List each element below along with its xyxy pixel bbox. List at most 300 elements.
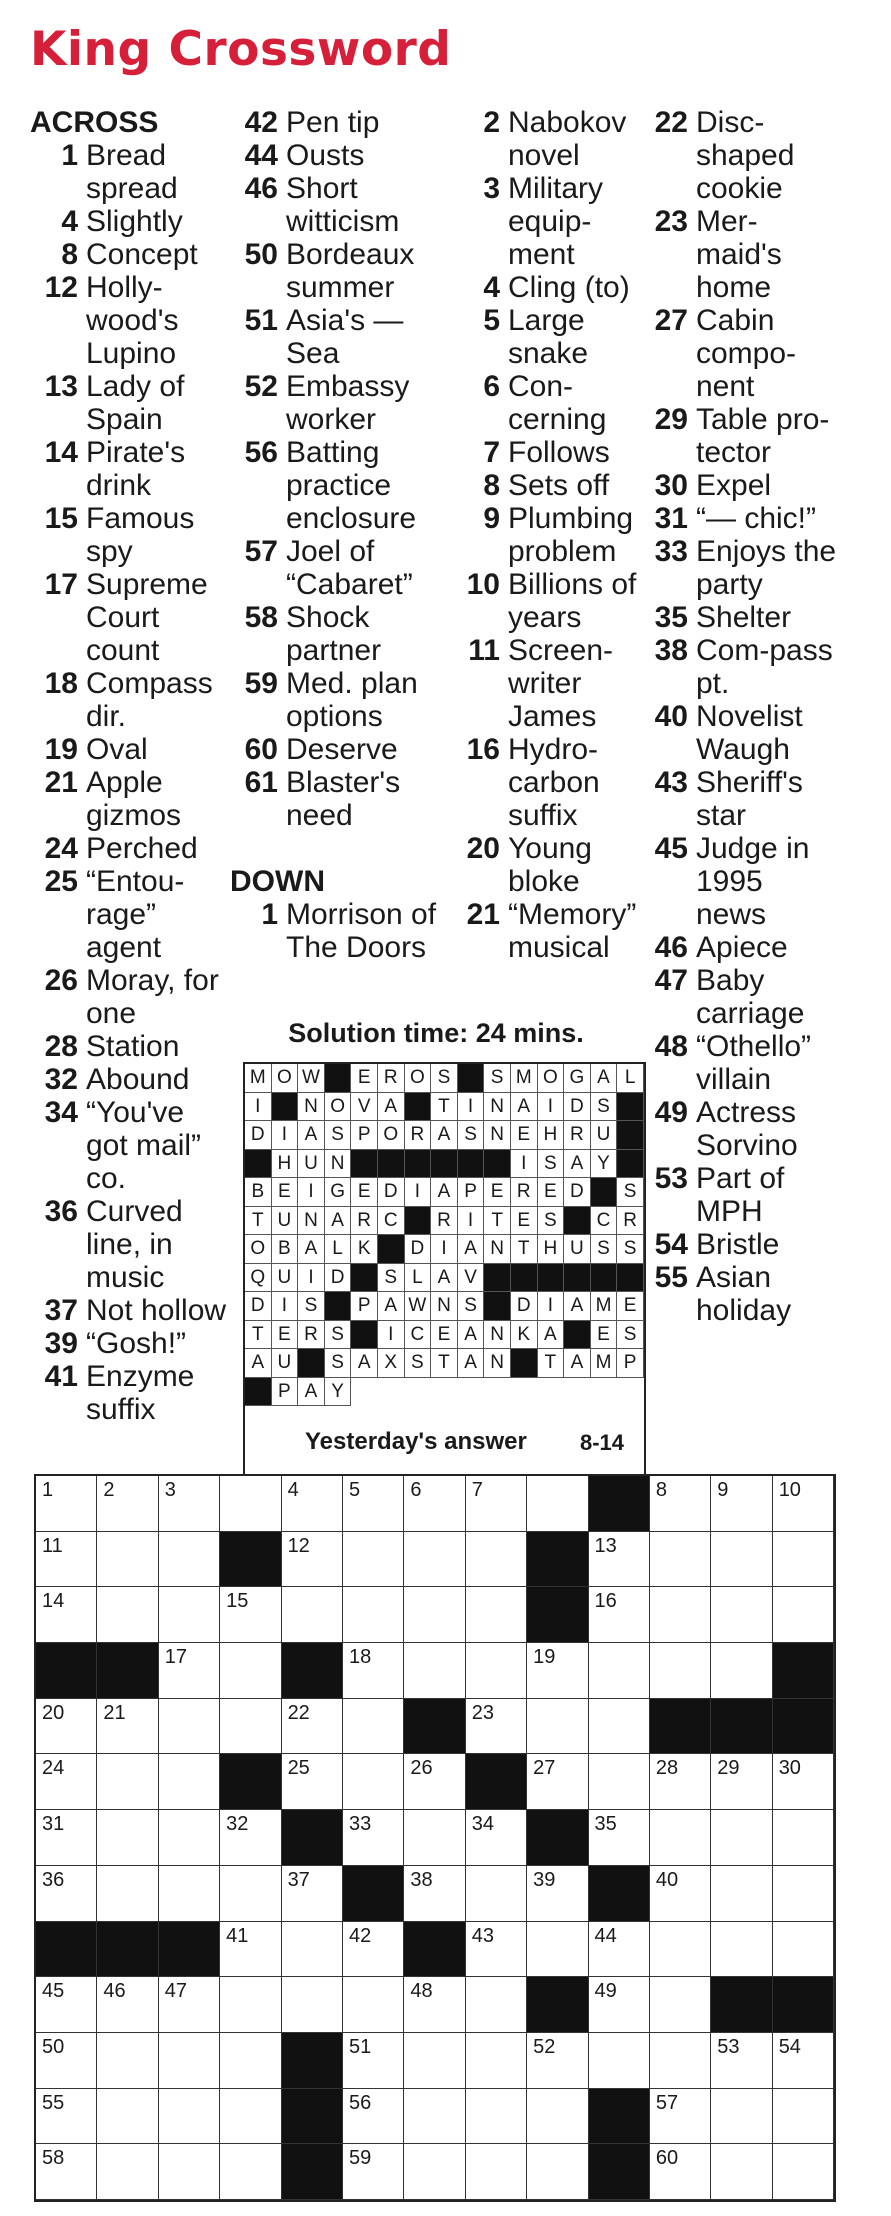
grid-cell[interactable]: [343, 1643, 404, 1699]
answer-black-cell: [405, 1207, 432, 1236]
clue-text: Com-pass pt.: [696, 634, 833, 700]
answer-cell: A: [325, 1207, 352, 1236]
answer-black-cell: [591, 1178, 618, 1207]
answer-cell: I: [272, 1292, 299, 1321]
grid-cell[interactable]: [159, 1476, 220, 1532]
answer-cell: R: [378, 1064, 405, 1093]
grid-cell[interactable]: [36, 1476, 97, 1532]
clue-item: [640, 469, 840, 502]
grid-cell[interactable]: [773, 1476, 834, 1532]
grid-cell[interactable]: [97, 2144, 158, 2200]
grid-cell[interactable]: [343, 2033, 404, 2089]
grid-cell[interactable]: [404, 1810, 465, 1866]
clue-item: [30, 1294, 230, 1327]
grid-cell[interactable]: [466, 1977, 527, 2033]
grid-cell[interactable]: [220, 1810, 281, 1866]
grid-cell[interactable]: [343, 2144, 404, 2200]
grid-cell[interactable]: [36, 2033, 97, 2089]
grid-cell[interactable]: [97, 1810, 158, 1866]
clue-number: 21: [466, 898, 500, 931]
answer-cell: S: [617, 1321, 644, 1350]
grid-cell[interactable]: [36, 1699, 97, 1755]
answer-cell: I: [431, 1235, 458, 1264]
grid-cell[interactable]: [527, 1866, 588, 1922]
clue-number: 32: [44, 1063, 78, 1096]
clue-item: [452, 502, 642, 568]
cell-number: 39: [533, 1868, 556, 1891]
cell-number: 58: [42, 2147, 65, 2170]
clue-item: [230, 139, 440, 172]
clue-item: [30, 1096, 230, 1195]
grid-cell[interactable]: [650, 1866, 711, 1922]
answer-cell: S: [538, 1207, 565, 1236]
grid-cell[interactable]: [220, 2089, 281, 2145]
grid-cell[interactable]: [282, 1476, 343, 1532]
cell-number: 15: [226, 1590, 249, 1613]
black-cell: [404, 1922, 465, 1978]
grid-cell[interactable]: [650, 1532, 711, 1588]
cell-number: 33: [348, 1813, 372, 1836]
grid-cell[interactable]: [650, 1476, 711, 1532]
answer-cell: A: [298, 1235, 325, 1264]
grid-cell[interactable]: [527, 1476, 588, 1532]
grid-cell[interactable]: [466, 2089, 527, 2145]
cell-number: 41: [226, 1924, 249, 1947]
grid-cell[interactable]: [650, 1810, 711, 1866]
grid-cell[interactable]: [404, 1754, 465, 1810]
clue-text: Actress Sorvino: [696, 1096, 798, 1162]
clue-item: [640, 964, 840, 1030]
grid-cell[interactable]: [711, 1476, 772, 1532]
clue-number: 4: [61, 205, 78, 238]
grid-cell[interactable]: [159, 1810, 220, 1866]
clue-text: Apple gizmos: [86, 766, 182, 832]
answer-cell: E: [617, 1292, 644, 1321]
answer-cell: E: [272, 1321, 299, 1350]
grid-cell[interactable]: [589, 1977, 650, 2033]
black-cell: [773, 1699, 834, 1755]
grid-cell[interactable]: [343, 1476, 404, 1532]
grid-cell[interactable]: [711, 1587, 772, 1643]
cell-number: 11: [42, 1534, 63, 1557]
clue-number: 21: [44, 766, 78, 799]
cell-number: 54: [778, 2035, 801, 2058]
grid-cell[interactable]: [36, 1587, 97, 1643]
grid-cell[interactable]: [343, 1587, 404, 1643]
grid-cell[interactable]: [589, 1922, 650, 1978]
grid-cell[interactable]: [527, 2033, 588, 2089]
answer-cell: E: [591, 1321, 618, 1350]
grid-cell[interactable]: [343, 1532, 404, 1588]
clue-number: 17: [44, 568, 78, 601]
grid-cell[interactable]: [97, 2033, 158, 2089]
grid-cell[interactable]: [343, 1922, 404, 1978]
answer-cell: U: [298, 1150, 325, 1179]
grid-cell[interactable]: [650, 2033, 711, 2089]
grid-cell[interactable]: [466, 2144, 527, 2200]
grid-cell[interactable]: [36, 1810, 97, 1866]
grid-cell[interactable]: [97, 1476, 158, 1532]
clue-number: 20: [466, 832, 500, 865]
black-cell: [527, 1587, 588, 1643]
clue-item: [30, 1195, 230, 1294]
grid-cell[interactable]: [97, 1532, 158, 1588]
answer-cell: I: [458, 1093, 485, 1122]
grid-cell[interactable]: [282, 1754, 343, 1810]
grid-cell[interactable]: [404, 2089, 465, 2145]
grid-cell[interactable]: [466, 1810, 527, 1866]
grid-cell[interactable]: [220, 1587, 281, 1643]
grid-cell[interactable]: [711, 1643, 772, 1699]
answer-cell: I: [298, 1178, 325, 1207]
answer-cell: E: [272, 1178, 299, 1207]
answer-cell: B: [245, 1178, 272, 1207]
answer-black-cell: [617, 1093, 644, 1122]
answer-cell: A: [538, 1321, 565, 1350]
grid-cell[interactable]: [466, 1866, 527, 1922]
cell-number: 32: [226, 1813, 249, 1836]
clue-text: “Memory” musical: [508, 898, 637, 964]
answer-cell: W: [298, 1064, 325, 1093]
black-cell: [97, 1643, 158, 1699]
clue-number: 46: [244, 172, 278, 205]
grid-cell[interactable]: [220, 1922, 281, 1978]
grid-cell[interactable]: [36, 1977, 97, 2033]
grid-cell[interactable]: [466, 1643, 527, 1699]
answer-black-cell: [245, 1378, 272, 1407]
grid-cell[interactable]: [404, 2144, 465, 2200]
clue-number: 60: [244, 733, 278, 766]
clue-text: Novelist Waugh: [696, 700, 803, 766]
grid-cell[interactable]: [650, 1922, 711, 1978]
grid-cell[interactable]: [36, 2144, 97, 2200]
cell-number: 29: [717, 1757, 740, 1780]
clue-item: [452, 898, 642, 964]
answer-black-cell: [511, 1264, 538, 1293]
grid-cell[interactable]: [97, 1587, 158, 1643]
clue-text: Station: [86, 1030, 180, 1063]
grid-cell[interactable]: [343, 1754, 404, 1810]
grid-cell[interactable]: [589, 2033, 650, 2089]
clue-number: 1: [61, 139, 78, 172]
grid-cell[interactable]: [773, 2033, 834, 2089]
grid-cell[interactable]: [527, 1643, 588, 1699]
grid-cell[interactable]: [650, 1643, 711, 1699]
black-cell: [282, 2089, 343, 2145]
grid-cell[interactable]: [97, 2089, 158, 2145]
cell-number: 34: [471, 1813, 494, 1836]
grid-cell[interactable]: [220, 1476, 281, 1532]
clue-number: 18: [44, 667, 78, 700]
grid-cell[interactable]: [282, 1587, 343, 1643]
clue-text: Shock partner: [286, 601, 382, 667]
answer-cell: C: [405, 1321, 432, 1350]
grid-cell[interactable]: [466, 2033, 527, 2089]
grid-cell[interactable]: [343, 1977, 404, 2033]
grid-cell[interactable]: [220, 2144, 281, 2200]
cell-number: 50: [42, 2035, 65, 2058]
clue-item: [30, 766, 230, 832]
grid-cell[interactable]: [282, 1922, 343, 1978]
answer-cell: C: [378, 1207, 405, 1236]
grid-cell[interactable]: [343, 2089, 404, 2145]
clue-item: [30, 271, 230, 370]
grid-cell[interactable]: [589, 1754, 650, 1810]
answer-cell: A: [378, 1093, 405, 1122]
grid-cell[interactable]: [711, 2144, 772, 2200]
clue-number: 8: [483, 469, 500, 502]
answer-cell: I: [405, 1178, 432, 1207]
answer-cell: A: [431, 1178, 458, 1207]
grid-cell[interactable]: [220, 2033, 281, 2089]
clue-text: Famous spy: [86, 502, 195, 568]
grid-cell[interactable]: [711, 1810, 772, 1866]
grid-cell[interactable]: [159, 2144, 220, 2200]
grid-cell[interactable]: [159, 1643, 220, 1699]
grid-cell[interactable]: [650, 1587, 711, 1643]
clue-text: Joel of “Cabaret”: [286, 535, 413, 601]
grid-cell[interactable]: [159, 2033, 220, 2089]
cell-number: 48: [410, 1980, 433, 2003]
cell-number: 17: [164, 1646, 188, 1669]
black-cell: [343, 1866, 404, 1922]
grid-cell[interactable]: [404, 1476, 465, 1532]
answer-cell: S: [431, 1064, 458, 1093]
clue-item: [640, 502, 840, 535]
grid-cell[interactable]: [650, 2144, 711, 2200]
grid-cell[interactable]: [159, 1699, 220, 1755]
grid-cell[interactable]: [36, 1532, 97, 1588]
grid-cell[interactable]: [711, 1922, 772, 1978]
clue-number: 38: [654, 634, 688, 667]
grid-cell[interactable]: [404, 1587, 465, 1643]
grid-cell[interactable]: [282, 1532, 343, 1588]
grid-cell[interactable]: [97, 1754, 158, 1810]
grid-cell[interactable]: [589, 1699, 650, 1755]
grid-cell[interactable]: [159, 1532, 220, 1588]
clue-number: 10: [466, 568, 500, 601]
answer-cell: A: [431, 1121, 458, 1150]
black-cell: [711, 1699, 772, 1755]
clue-item: [30, 1063, 230, 1096]
cell-number: 56: [348, 2091, 372, 2114]
clue-text: “You've got mail” co.: [86, 1096, 202, 1195]
clue-number: 8: [61, 238, 78, 271]
grid-cell[interactable]: [404, 1643, 465, 1699]
clue-item: [30, 667, 230, 733]
grid-cell[interactable]: [773, 1587, 834, 1643]
answer-cell: T: [484, 1207, 511, 1236]
clue-text: Nabokov novel: [508, 106, 627, 172]
black-cell: [711, 1977, 772, 2033]
grid-cell[interactable]: [282, 1977, 343, 2033]
grid-cell[interactable]: [711, 1866, 772, 1922]
answer-cell: A: [458, 1349, 485, 1378]
clue-text: Shelter: [696, 601, 792, 634]
clue-item: [640, 700, 840, 766]
grid-cell[interactable]: [527, 2144, 588, 2200]
grid-cell[interactable]: [773, 1754, 834, 1810]
answer-cell: H: [538, 1121, 565, 1150]
grid-cell[interactable]: [220, 1699, 281, 1755]
clue-item: [30, 964, 230, 1030]
grid-cell[interactable]: [220, 1643, 281, 1699]
grid-cell[interactable]: [36, 1754, 97, 1810]
grid-cell[interactable]: [711, 2033, 772, 2089]
clue-number: 30: [654, 469, 688, 502]
black-cell: [36, 1922, 97, 1978]
clue-number: 39: [44, 1327, 78, 1360]
grid-cell[interactable]: [159, 1866, 220, 1922]
clue-text: Follows: [508, 436, 610, 469]
clue-text: Bristle: [696, 1228, 780, 1261]
clue-number: 12: [44, 271, 78, 304]
answer-cell: R: [298, 1321, 325, 1350]
cell-number: 38: [410, 1868, 433, 1891]
cell-number: 23: [471, 1701, 494, 1724]
black-cell: [220, 1754, 281, 1810]
grid-cell[interactable]: [36, 1866, 97, 1922]
grid-cell[interactable]: [650, 1977, 711, 2033]
grid-cell[interactable]: [527, 1922, 588, 1978]
cell-number: 16: [594, 1590, 617, 1613]
clue-text: Screen-writer James: [508, 634, 614, 733]
grid-cell[interactable]: [650, 2089, 711, 2145]
clue-number: 1: [261, 898, 278, 931]
clue-number: 42: [244, 106, 278, 139]
black-cell: [282, 1643, 343, 1699]
clue-text: Military equip-ment: [508, 172, 603, 271]
cell-number: 49: [594, 1980, 617, 2003]
clue-item: [230, 106, 440, 139]
grid-cell[interactable]: [343, 1810, 404, 1866]
grid-cell[interactable]: [773, 2144, 834, 2200]
answer-cell: D: [405, 1235, 432, 1264]
clue-text: Large snake: [508, 304, 589, 370]
answer-cell: K: [511, 1321, 538, 1350]
grid-cell[interactable]: [466, 1476, 527, 1532]
answer-cell: O: [538, 1064, 565, 1093]
grid-cell[interactable]: [404, 1977, 465, 2033]
answer-cell: N: [431, 1292, 458, 1321]
clue-item: [30, 1327, 230, 1360]
clue-column-2: [230, 106, 440, 964]
grid-cell[interactable]: [773, 1810, 834, 1866]
clue-item: [30, 1360, 230, 1426]
grid-cell[interactable]: [589, 1810, 650, 1866]
grid-cell[interactable]: [527, 2089, 588, 2145]
grid-cell[interactable]: [527, 1754, 588, 1810]
clue-item: [30, 205, 230, 238]
grid-cell[interactable]: [159, 1587, 220, 1643]
grid-cell[interactable]: [404, 1532, 465, 1588]
cell-number: 43: [471, 1924, 494, 1947]
answer-cell: I: [245, 1093, 272, 1122]
clue-item: [452, 172, 642, 271]
clue-number: 40: [654, 700, 688, 733]
grid-cell[interactable]: [466, 1699, 527, 1755]
across-header: ACROSS: [30, 106, 159, 139]
clue-item: [640, 634, 840, 700]
black-cell: [589, 1476, 650, 1532]
answer-cell: G: [564, 1064, 591, 1093]
grid-cell[interactable]: [97, 1866, 158, 1922]
grid-cell[interactable]: [343, 1699, 404, 1755]
grid-cell[interactable]: [159, 1754, 220, 1810]
cell-number: 46: [103, 1980, 126, 2003]
grid-cell[interactable]: [466, 1532, 527, 1588]
cell-number: 12: [287, 1534, 310, 1557]
grid-cell[interactable]: [282, 1699, 343, 1755]
grid-cell[interactable]: [527, 1699, 588, 1755]
clue-column-4: [640, 106, 840, 1327]
grid-cell[interactable]: [282, 1866, 343, 1922]
clue-text: “Othello” villain: [696, 1030, 812, 1096]
cell-number: 25: [287, 1757, 310, 1780]
grid-cell[interactable]: [404, 1866, 465, 1922]
cell-number: 2: [103, 1479, 115, 1501]
grid-cell[interactable]: [97, 1977, 158, 2033]
grid-cell[interactable]: [404, 2033, 465, 2089]
clue-number: 48: [654, 1030, 688, 1063]
grid-cell[interactable]: [773, 1532, 834, 1588]
grid-cell[interactable]: [589, 1532, 650, 1588]
clue-text: Not hollow: [86, 1294, 227, 1327]
answer-cell: A: [511, 1093, 538, 1122]
clue-text: Table pro-tector: [696, 403, 830, 469]
grid-cell[interactable]: [220, 1977, 281, 2033]
grid-cell[interactable]: [589, 1587, 650, 1643]
cell-number: 20: [42, 1701, 65, 1724]
grid-cell[interactable]: [36, 2089, 97, 2145]
answer-cell: T: [538, 1349, 565, 1378]
answer-cell: I: [272, 1121, 299, 1150]
answer-cell: E: [511, 1121, 538, 1150]
clue-number: 13: [44, 370, 78, 403]
clue-text: Disc-shaped cookie: [696, 106, 795, 205]
grid-cell[interactable]: [711, 1754, 772, 1810]
grid-cell[interactable]: [773, 1922, 834, 1978]
grid-cell[interactable]: [650, 1754, 711, 1810]
answer-cell: E: [511, 1207, 538, 1236]
answer-cell: X: [378, 1349, 405, 1378]
grid-cell[interactable]: [773, 2089, 834, 2145]
grid-cell[interactable]: [159, 1977, 220, 2033]
answer-cell: M: [245, 1064, 272, 1093]
clue-text: Batting practice enclosure: [286, 436, 417, 535]
grid-cell[interactable]: [466, 1922, 527, 1978]
answer-cell: O: [245, 1235, 272, 1264]
clue-text: Apiece: [696, 931, 788, 964]
answer-cell: E: [431, 1321, 458, 1350]
crossword-grid: [34, 1474, 836, 2202]
clue-number: 14: [44, 436, 78, 469]
grid-cell[interactable]: [711, 2089, 772, 2145]
grid-cell[interactable]: [220, 1866, 281, 1922]
grid-cell[interactable]: [466, 1587, 527, 1643]
grid-cell[interactable]: [159, 2089, 220, 2145]
grid-cell[interactable]: [711, 1532, 772, 1588]
clue-text: Baby carriage: [696, 964, 805, 1030]
black-cell: [527, 1532, 588, 1588]
cell-number: 44: [594, 1924, 617, 1947]
answer-cell: A: [431, 1264, 458, 1293]
grid-cell[interactable]: [97, 1699, 158, 1755]
grid-cell[interactable]: [589, 1643, 650, 1699]
cell-number: 14: [42, 1590, 65, 1613]
clue-item: [230, 535, 440, 601]
grid-cell[interactable]: [773, 1866, 834, 1922]
